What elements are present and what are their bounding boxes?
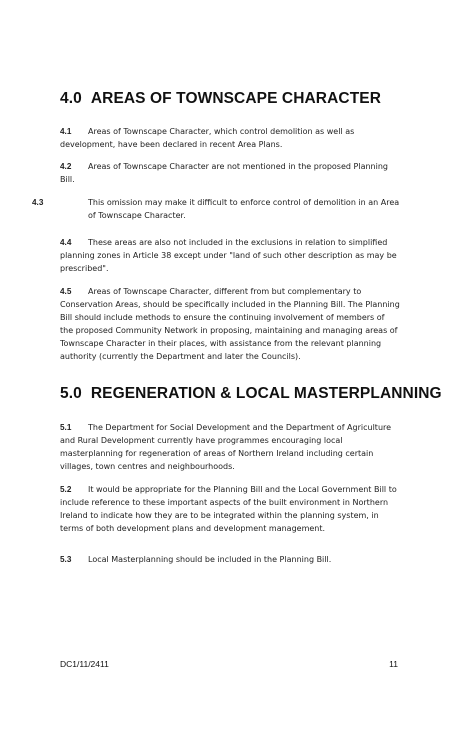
paragraph-4-5 — [60, 285, 400, 363]
paragraph-text: Local Masterplanning should be included in the Planning Bill. — [88, 555, 332, 564]
paragraph-number: 4.2 — [60, 162, 72, 171]
paragraph-number: 4.1 — [60, 127, 72, 136]
paragraph-number: 4.3 — [32, 198, 44, 207]
section-heading-4 — [60, 90, 381, 108]
paragraph-text: The Department for Social Development and the Department of Agriculture and Rural Development currently have programmes encouraging local masterplanning for regeneration of areas of Northern Ireland including certain villages, town centres and neighbourhoods. — [60, 423, 392, 471]
page-number: 11 — [389, 659, 398, 669]
paragraph-number: 5.3 — [60, 555, 72, 564]
paragraph-text: These areas are also not included in the exclusions in relation to simplified planning zones in Article 38 except under "land of such other description as may be prescribed". — [60, 238, 397, 273]
paragraph-number: 5.1 — [60, 423, 72, 432]
paragraph-5-1 — [60, 421, 400, 473]
paragraph-text: This omission may make it difficult to enforce control of demolition in an Area of Townscape Character. — [88, 198, 400, 220]
paragraph-5-2 — [60, 483, 400, 535]
document-reference: DC1/11/2411 — [60, 659, 109, 669]
paragraph-number: 5.2 — [60, 485, 72, 494]
section-title: REGENERATION & LOCAL MASTERPLANNING — [90, 385, 442, 402]
paragraph-text: Areas of Townscape Character, different from but complementary to Conservation Areas, should be specifically included in the Planning Bill. The Planning Bill should include methods to ensure the continuing involvement of members of the proposed Community Network in proposing, maintaining and managing areas of Townscape Character in their places, with assistance from the relevant planning authority (currently the Department and later the Councils). — [60, 287, 400, 361]
section-number: 4.0 — [60, 90, 82, 107]
paragraph-5-3 — [60, 553, 400, 566]
paragraph-4-1 — [60, 125, 400, 151]
section-number: 5.0 — [60, 385, 82, 402]
paragraph-number: 4.5 — [60, 287, 72, 296]
paragraph-text: Areas of Townscape Character are not mentioned in the proposed Planning Bill. — [60, 162, 388, 184]
paragraph-4-3 — [32, 196, 400, 222]
paragraph-text: Areas of Townscape Character, which control demolition as well as development, have been declared in recent Area Plans. — [60, 127, 355, 149]
section-title: AREAS OF TOWNSCAPE CHARACTER — [90, 90, 381, 107]
paragraph-number: 4.4 — [60, 238, 72, 247]
section-heading-5 — [60, 385, 442, 403]
paragraph-text: It would be appropriate for the Planning Bill and the Local Government Bill to include reference to these important aspects of the built environment in Northern Ireland to indicate how they are to be integrated within the planning system, in terms of both development plans and development management. — [60, 485, 397, 533]
paragraph-4-4 — [60, 236, 400, 275]
paragraph-4-2 — [60, 160, 400, 186]
